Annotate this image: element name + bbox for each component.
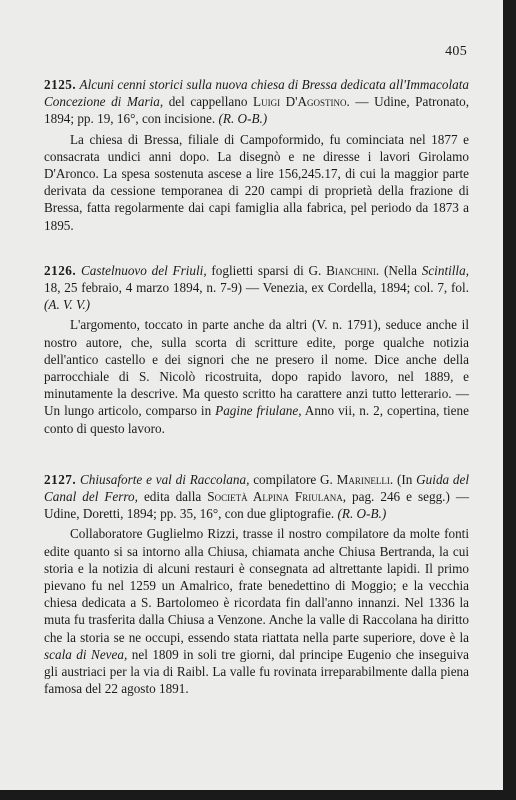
entry-body bbox=[44, 316, 469, 436]
publication-info: edita dalla bbox=[143, 489, 202, 505]
publication-info: (In bbox=[396, 471, 413, 487]
entry-body: La chiesa di Bressa, filiale di Campoformido, fu cominciata nel 1877 e consacrata undici anni dopo. La disegnò e ne diresse i lavori Girolamo D'Aronco. La spesa sostenuta ascese a lire 156,245.17, di cui la maggior parte derivata da cessione temporanea di 220 campi di proprietà della frazione di Bressa, fatta regolarmente dai capi famiglia alla fabrica, pel periodo da 1873 a 1895. bbox=[44, 131, 469, 233]
compiler-prefix: compilatore G. bbox=[253, 471, 333, 487]
entry-author: Luigi D'Agostino. bbox=[253, 94, 350, 110]
entry-number: 2125. bbox=[44, 77, 77, 92]
entry-title: Castelnuovo del Friuli, bbox=[80, 262, 207, 278]
entry-title: Alcuni cenni storici sulla nuova chiesa di Bressa dedicata all'Immacolata Concezione di Maria, bbox=[44, 77, 469, 110]
publication-info: — Udine, Patronato, 1894; pp. 19, 16°, con incisione. bbox=[44, 94, 470, 127]
compiler-prefix: del cappellano bbox=[168, 94, 248, 110]
entry-header bbox=[44, 262, 469, 314]
place-name: scala di Nevea, bbox=[44, 646, 128, 662]
entry-author: Bianchini. bbox=[326, 262, 380, 278]
periodical-title: Scintilla, bbox=[421, 262, 469, 278]
library-sigla: (A. V. V.) bbox=[44, 297, 91, 313]
body-text: Anno vii, n. 2, copertina, tiene conto di questo lavoro. bbox=[44, 403, 469, 436]
entry-2126 bbox=[44, 262, 469, 437]
society-name: Società Alpina Friulana, bbox=[207, 489, 346, 505]
entry-title: Chiusaforte e val di Raccolana, bbox=[79, 471, 250, 487]
compiler-prefix: foglietti sparsi di G. bbox=[211, 262, 322, 278]
body-text: L'argomento, toccato in parte anche da altri (V. n. 1791), seduce anche il nostro autore, che, sulla scorta di scritture edite, porge qualche notizia dell'antico castello e dei signori che ne presero il nome. Dice anche della parrocchiale di S. Nicolò ricostruita, dopo rapido lavoro, nel 1889, e minutamente la descrive. Ma questo scritto ha carattere anzi tutto letterario. — Un lungo articolo, comparso in bbox=[44, 317, 469, 419]
publication-info: (Nella bbox=[384, 262, 417, 278]
entry-2127 bbox=[44, 471, 469, 698]
publication-info: 18, 25 febraio, 4 marzo 1894, n. 7-9) — Venezia, ex Cordella, 1894; col. 7, fol. bbox=[44, 280, 469, 296]
entry-header bbox=[44, 471, 469, 523]
entry-2125 bbox=[44, 76, 469, 234]
publication-info: pag. 246 e segg.) — Udine, Doretti, 1894; pp. 35, 16°, con due gliptografie. bbox=[44, 489, 470, 522]
entry-number: 2127. bbox=[44, 471, 77, 487]
body-text: nel 1809 in soli tre giorni, dal principe Eugenio che inseguiva gli austriaci per la via di Raibl. La valle fu rovinata irreparabilmente dalla piena famosa del 22 agosto 1891. bbox=[44, 646, 469, 697]
periodical-title: Pagine friulane, bbox=[215, 403, 302, 419]
library-sigla: (R. O-B.) bbox=[337, 506, 387, 522]
body-text: Collaboratore Guglielmo Rizzi, trasse il nostro compilatore da molte fonti edite quanto si sa intorno alla Chiusa, chiamata anche Chiusa Bertranda, la cui storia e la notizia di alcuni restauri è consegnata ad altrettante lapidi. Il primo pievano fu nel 1259 un Amalrico, frate benedettino di Moggio; e la vecchia chiesa dedicata a S. Bartolomeo è ricordata fin dall'anno innanzi. Nel 1336 la muta fu trasferita dalla Chiusa a Venzone. Anche la valle di Raccolana ha diritto che la storia se ne occupi, essendo stata riattata nella parte superiore, dove è la bbox=[44, 526, 469, 645]
entry-body bbox=[44, 525, 469, 697]
entry-number: 2126. bbox=[44, 262, 77, 278]
entry-header bbox=[44, 76, 469, 128]
guide-title: Guida del Canal del Ferro, bbox=[44, 471, 470, 505]
entry-author: Marinelli. bbox=[336, 471, 394, 487]
library-sigla: (R. O-B.) bbox=[218, 111, 268, 127]
page-number: 405 bbox=[445, 44, 467, 59]
